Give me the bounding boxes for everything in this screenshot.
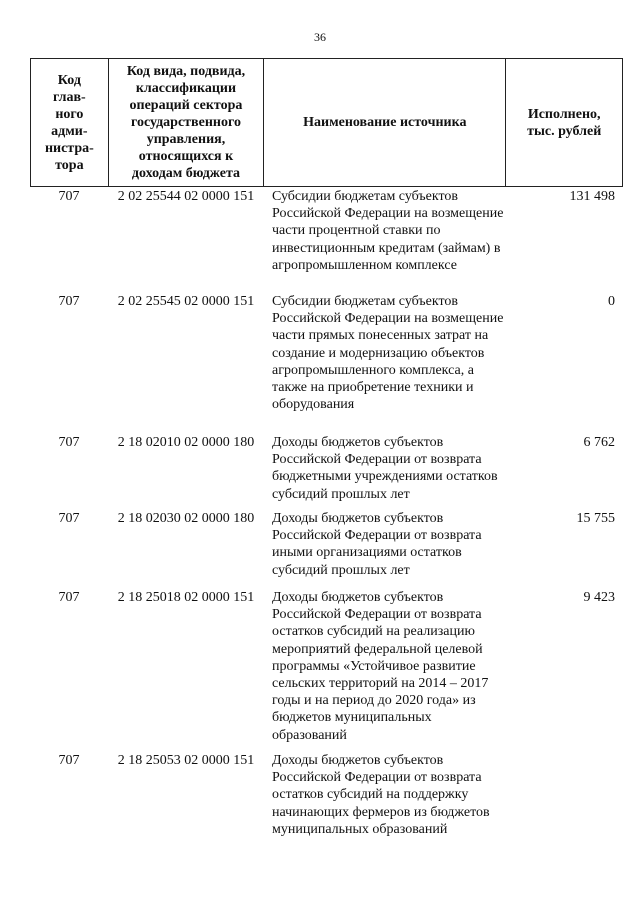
source-name-cell: Доходы бюджетов субъектов Российской Федерации от возврата иными организациями остатков субсидий прошлых лет: [272, 511, 482, 578]
source-name-cell: Доходы бюджетов субъектов Российской Федерации от возврата бюджетными учреждениями остатков субсидий прошлых лет: [272, 435, 498, 502]
amount-cell: 15 755: [576, 511, 615, 526]
table-row: [30, 751, 623, 841]
amount-cell: 0: [608, 294, 615, 309]
kbk-code-cell: 2 02 25545 02 0000 151: [117, 294, 255, 309]
kbk-code-cell: 2 18 02030 02 0000 180: [117, 511, 255, 526]
admin-code-cell: 707: [58, 590, 80, 605]
admin-code-cell: 707: [58, 753, 80, 768]
table-row: [30, 588, 623, 751]
source-name-cell: Доходы бюджетов субъектов Российской Федерации от возврата остатков субсидий на реализацию мероприятий федеральной целевой программы «Устойчивое развитие сельских территорий на 2014 – 2017 годы и на период до 2020 года» из бюджетов муниципальных образований: [272, 590, 489, 743]
admin-code-cell: 707: [58, 511, 80, 526]
admin-code-cell: 707: [58, 189, 80, 204]
kbk-code-cell: 2 18 25053 02 0000 151: [117, 753, 255, 768]
kbk-code-cell: 2 18 25018 02 0000 151: [117, 590, 255, 605]
header-kbk-code: Код вида, подвида, классификации операций сектора государственного управления, относящихся к доходам бюджета: [109, 59, 264, 186]
kbk-code-cell: 2 02 25544 02 0000 151: [117, 189, 255, 204]
amount-cell: 6 762: [583, 435, 615, 450]
header-source-name: Наименование источника: [264, 59, 506, 186]
page-number: 36: [314, 30, 326, 44]
table-row: [30, 187, 623, 292]
amount-cell: [507, 751, 623, 841]
kbk-code-cell: 2 18 02010 02 0000 180: [117, 435, 255, 450]
table-row: [30, 433, 623, 509]
table-body: [30, 187, 623, 841]
admin-code-cell: 707: [58, 294, 80, 309]
table-row: [30, 292, 623, 433]
header-executed-amount: Исполнено, тыс. рублей: [527, 106, 602, 139]
amount-cell: 9 423: [583, 590, 615, 605]
source-name-cell: Доходы бюджетов субъектов Российской Федерации от возврата остатков субсидий на поддержку начинающих фермеров из бюджетов муниципальных образований: [272, 753, 490, 837]
table-header: [30, 58, 623, 187]
header-admin-code: Код глав- ного адми- нистра- тора: [31, 59, 109, 186]
admin-code-cell: 707: [58, 435, 80, 450]
amount-cell: 131 498: [569, 189, 615, 204]
source-name-cell: Субсидии бюджетам субъектов Российской Федерации на возмещение части процентной ставки по инвестиционным кредитам (займам) в агропромышленном комплексе: [272, 189, 504, 273]
source-name-cell: Субсидии бюджетам субъектов Российской Федерации на возмещение части прямых понесенных затрат на создание и модернизацию объектов агропромышленного комплекса, а также на приобретение техники и оборудования: [272, 294, 504, 413]
table-row: [30, 509, 623, 588]
